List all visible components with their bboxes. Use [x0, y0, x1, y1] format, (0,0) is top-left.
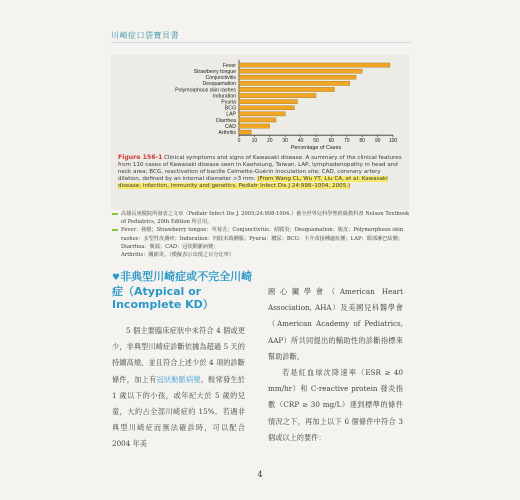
bar: [239, 63, 390, 67]
figure-notes: [112, 210, 410, 259]
paragraph-text: 5 個主要臨床症狀中未符合 4 個或更少，非典型川崎症診斷依據為超過 5 天的持續高燒，並且符合上述少於 4 項的診斷條件，加上有: [112, 326, 245, 384]
left-column-text: [112, 323, 245, 453]
symptoms-bar-chart: [111, 55, 409, 155]
category-label: Diarrhea: [216, 117, 236, 124]
bullet-mark-icon: [112, 213, 118, 215]
x-tick-label: 50: [313, 138, 319, 145]
note-continuation: Arthritis：關節炎。（模擬表示出現之百分比率）: [121, 252, 234, 259]
caption-citation-highlight: (From Wang CL, Wu YT, Liu CA, et al: Kawasaki disease: infection, immunity and genetics, Pediatr Infect Dis J 24:998–1004, 2005.): [118, 176, 388, 190]
paragraph: 國心臟學會（American Heart Association, AHA）及美國兒科醫學會（American Academy of Pediatrics, AAP）所共同提出的輔助性的診斷指標來幫助診斷。: [268, 287, 403, 361]
category-label: Pyuria: [221, 99, 236, 106]
bullet-mark-icon: [112, 229, 118, 231]
figure-caption: [118, 154, 403, 190]
x-tick-label: 70: [344, 138, 350, 145]
section-heading-text: 非典型川崎症或不完全川崎症（Atypical or Incomplete KD）: [112, 270, 253, 311]
bar: [239, 93, 316, 97]
category-label: Induration: [212, 93, 236, 100]
x-tick-label: 80: [359, 138, 365, 145]
note-item: [112, 210, 410, 226]
category-label: Conjunctivitis: [205, 75, 236, 82]
x-tick-label: 0: [237, 138, 241, 145]
paragraph: [112, 323, 245, 453]
category-label: Polymorphous skin rashes: [175, 87, 236, 94]
category-label: Arthritis: [218, 129, 236, 136]
x-tick-label: 20: [267, 138, 273, 145]
figure-number: Figure 156-1: [118, 154, 163, 161]
bar: [239, 69, 362, 73]
x-tick-label: 10: [251, 138, 258, 145]
paragraph-text: 。較常發生於 1 歲以下的小孩，或年紀大於 5 歲的兒童，大約占全部川崎症約 15%。若遇非典型川崎症而無法確診時，可以配合 2004 年美: [112, 374, 245, 449]
x-axis-label: Percentage of Cases: [290, 145, 342, 152]
bar: [239, 87, 334, 91]
x-tick-label: 30: [282, 138, 288, 145]
x-tick-label: 100: [388, 138, 398, 145]
category-label: Desquamation: [202, 81, 236, 88]
bar: [239, 75, 356, 79]
bar: [239, 106, 294, 110]
page-number: 4: [257, 470, 263, 479]
x-tick-label: 60: [328, 138, 335, 145]
section-heading: [112, 270, 262, 311]
running-header: 川崎症口袋寶貝書: [111, 31, 179, 40]
bar: [239, 112, 285, 116]
bar: [239, 118, 276, 122]
note-item: [112, 226, 410, 251]
paragraph: 若是紅血球沈降速率（ESR ≥ 40 mm/hr）和 C-reactive protein 發炎指數（CRP ≥ 30 mg/L）達到標準的條件情況之下，再加上以下 6 個條件中符合 3 個或以上的要件：: [268, 368, 403, 442]
caption-text: Clinical symptoms and signs of Kawasaki disease. A summary of the clinical features from 110 cases of Kawasaki disease seen in Kaohsiung, Taiwan. LAP, lymphadenopathy in head and neck area; BCG, reactivation of bacille Calmette-Guérin inoculation site; CAD, coronary artery dilation, defined by an internal diameter >3 mm.: [118, 155, 402, 183]
right-column-text: [268, 284, 403, 446]
x-tick-label: 40: [297, 138, 304, 145]
bar: [239, 130, 251, 134]
bar: [239, 124, 270, 128]
note-text: 高雄長庚醫院所發表之文章（Pediatr Infect Dis J. 2005;24:998-1004.）被全世界兒科學聖經級教科書 Nelson Textbook of Pediatrics, 20th Edition 所引用。: [121, 211, 410, 226]
x-tick-label: 90: [374, 138, 381, 145]
category-label: Fever: [222, 62, 236, 69]
bar: [239, 100, 298, 104]
category-label: CAD: [225, 123, 236, 130]
note-text: Fever：發燒；Strawberry tongue：草莓舌；Conjunctivitis：結膜炎；Desquamation：脫皮；Polymorphous skin rashes：多型性皮膚疹；Induration：四肢末端腫脹；Pyuria：膿尿；BCG：卡介苗接種處紅腫；LAP：頸部淋巴結腫；Diarrhea：腹瀉；CAD：冠狀動脈病變；: [121, 227, 404, 250]
category-label: Strawberry tongue: [193, 68, 236, 75]
heart-icon: ♥: [112, 273, 121, 283]
category-label: BCG: [224, 105, 236, 112]
category-label: LAP: [226, 111, 236, 118]
bar: [239, 81, 350, 85]
coronary-lesion-link[interactable]: 冠狀動脈病變: [156, 374, 201, 384]
header-rule: [111, 42, 411, 43]
